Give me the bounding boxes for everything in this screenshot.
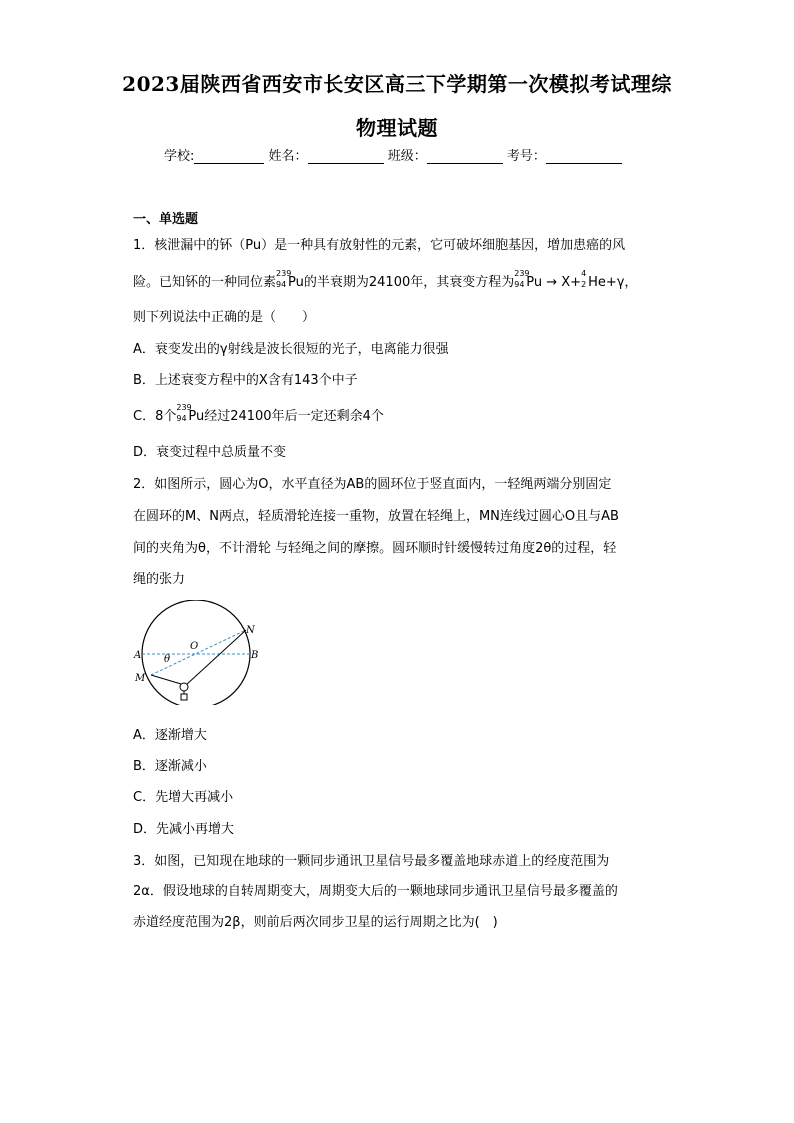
pu-mass-number-3: 239 [176, 403, 192, 412]
pu-symbol-2: Pu [526, 275, 543, 290]
pu-nuclide-3 [176, 403, 192, 423]
q2-line3: 间的夹角为θ，不计滑轮 与轻绳之间的摩擦。圆环顺时针缓慢转过角度2θ的过程，轻 [133, 541, 617, 556]
pu-symbol-3: Pu [188, 409, 205, 424]
pu-atomic-number: 94 [276, 280, 287, 289]
pu-atomic-number-2: 94 [514, 280, 525, 289]
line-mn [151, 630, 246, 675]
he-mass-number: 4 [581, 269, 587, 278]
exam-no-blank [546, 149, 622, 164]
rope-left [151, 675, 181, 684]
q1-option-c-b: 经过24100年后一定还剩余4个 [204, 409, 384, 424]
name-label: 姓名： [268, 149, 308, 164]
pu-mass-number: 239 [276, 269, 292, 278]
q3-line2: 2α．假设地球的自转周期变大，周期变大后的一颗地球同步通讯卫星信号最多覆盖的 [133, 884, 618, 899]
exam-title-line2: 物理试题 [356, 116, 438, 140]
label-o: O [190, 641, 199, 652]
he-nuclide [581, 269, 588, 289]
pu-symbol: Pu [288, 275, 304, 290]
pu-mass-number-2: 239 [514, 269, 530, 278]
ring-circle [142, 600, 250, 705]
q2-line1: 2．如图所示，圆心为O，水平直径为AB的圆环位于竖直面内，一轻绳两端分别固定 [133, 477, 612, 492]
pu-atomic-number-3: 94 [176, 414, 187, 423]
q2-line4: 绳的张力 [133, 572, 186, 587]
q1-option-a: A．衰变发出的γ射线是波长很短的光子，电离能力很强 [133, 342, 449, 357]
exam-title-line1: 2023届陕西省西安市长安区高三下学期第一次模拟考试理综 [122, 72, 672, 96]
class-label: 班级： [387, 149, 427, 164]
decay-arrow-x: → X+ [542, 275, 582, 290]
q1-line3: 则下列说法中正确的是（ ） [133, 310, 316, 325]
q3-line3: 赤道经度范围为2β，则前后两次同步卫星的运行周期之比为( ) [133, 915, 498, 930]
q2-option-c: C．先增大再减小 [133, 790, 234, 805]
label-n: N [246, 625, 255, 636]
pulley-icon [180, 683, 188, 691]
pu-nuclide-2 [514, 269, 530, 289]
rope-right [186, 630, 246, 685]
he-symbol: He+γ， [588, 275, 638, 290]
label-m: M [135, 673, 146, 684]
q2-option-b: B．逐渐减小 [133, 759, 207, 774]
section-heading: 一、单选题 [133, 212, 199, 227]
q1-option-b: B．上述衰变方程中的X含有143个中子 [133, 373, 358, 388]
q2-option-a: A．逐渐增大 [133, 728, 207, 743]
school-blank [194, 149, 264, 164]
label-theta: θ [164, 654, 171, 665]
q1-line2-a: 险。已知钚的一种同位素 [133, 275, 277, 290]
q1-line1: 1．核泄漏中的钚（Pu）是一种具有放射性的元素，它可破坏细胞基因，增加患癌的风 [133, 238, 626, 253]
label-a: A [134, 650, 142, 661]
school-label: 学校: [164, 149, 195, 164]
q1-option-d: D．衰变过程中总质量不变 [133, 445, 287, 460]
q1-option-c-a: C．8个 [133, 409, 177, 424]
exam-no-label: 考号： [506, 149, 546, 164]
weight-block [181, 694, 187, 700]
q2-line2: 在圆环的M、N两点，轻质滑轮连接一重物，放置在轻绳上，MN连线过圆心O且与AB [133, 509, 619, 524]
label-b: B [251, 650, 259, 661]
q3-line1: 3．如图，已知现在地球的一颗同步通讯卫星信号最多覆盖地球赤道上的经度范围为 [133, 854, 610, 869]
class-blank [427, 149, 503, 164]
student-info-row [164, 145, 622, 164]
name-blank [308, 149, 384, 164]
he-atomic-number: 2 [581, 280, 587, 289]
pu-nuclide [276, 269, 292, 289]
q2-option-d: D．先减小再增大 [133, 822, 235, 837]
q1-line2-b: 的半衰期为24100年，其衰变方程为 [303, 275, 515, 290]
q1-option-c [133, 405, 384, 424]
q1-line2 [133, 271, 637, 290]
circle-pulley-diagram [130, 600, 270, 705]
